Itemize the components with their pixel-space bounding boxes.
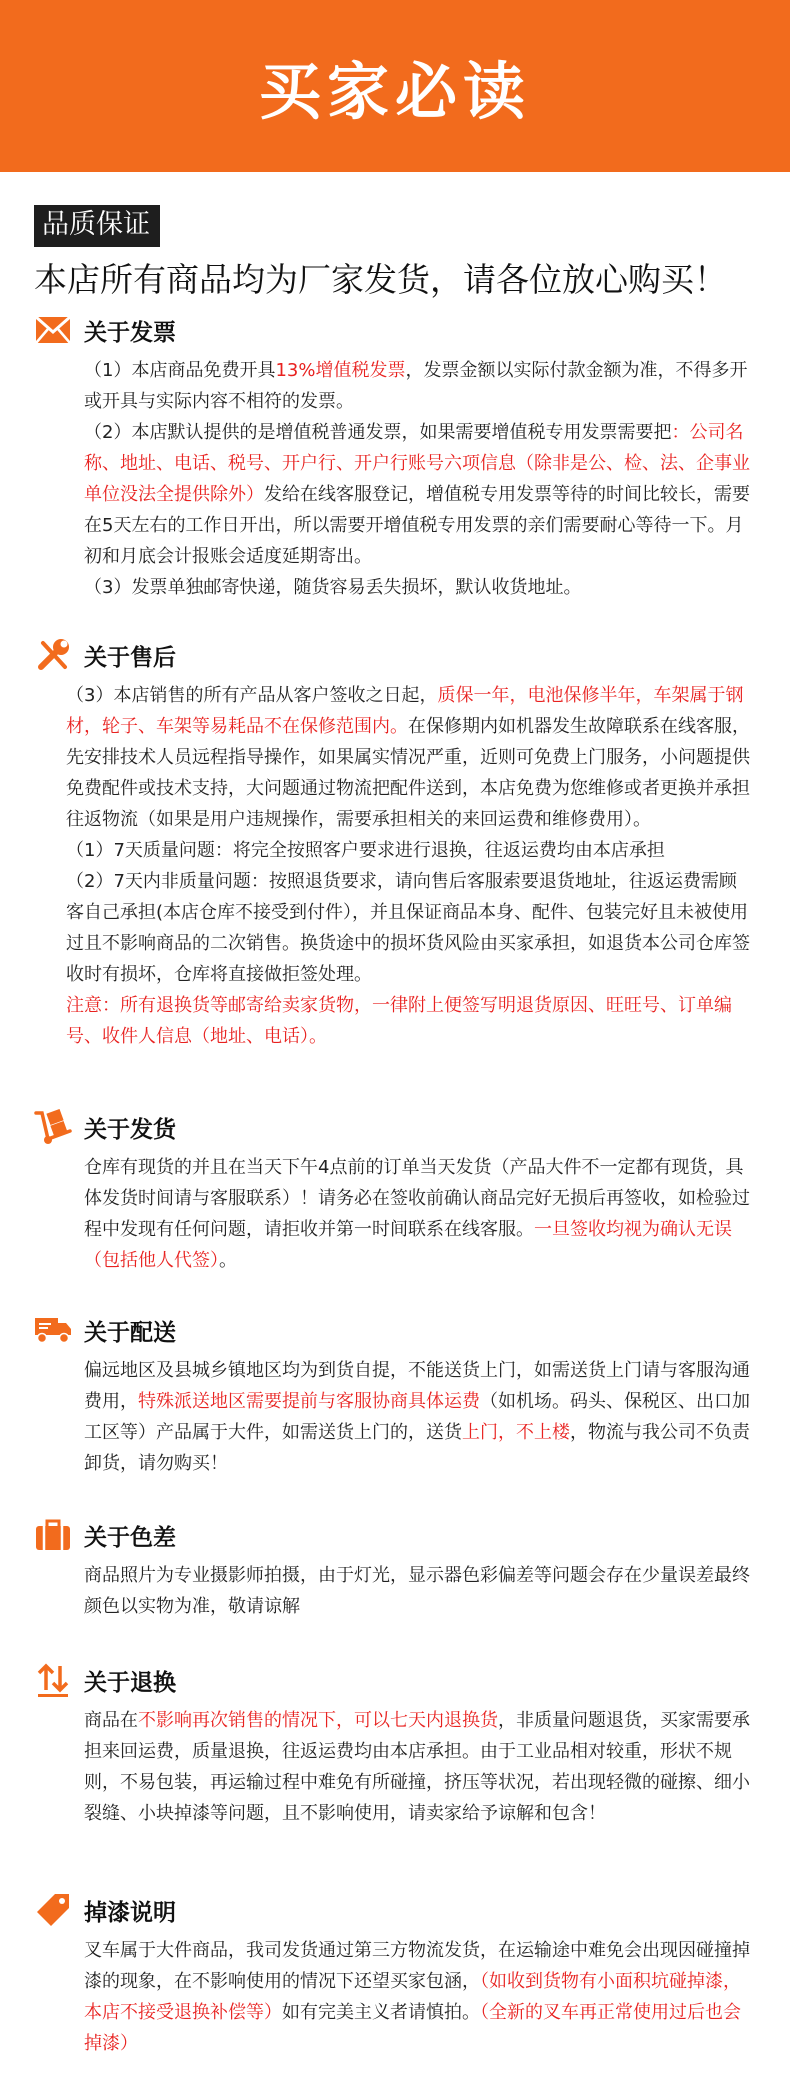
section-title: 关于售后 <box>84 644 176 671</box>
body-text: （如机场。码头、保税区、出口加工区等）产品属于大件，如需送货上门的，送货 <box>84 1391 750 1443</box>
body-text: （3）发票单独邮寄快递，随货容易丢失损坏，默认收货地址。 <box>84 577 582 598</box>
section-paint-chipping <box>34 1890 754 2059</box>
section-title: 关于退换 <box>84 1669 176 1696</box>
paragraph <box>84 1705 754 1829</box>
quality-badge: 品质保证 <box>34 205 160 247</box>
body-text: 仓库有现货的并且在当天下午4点前的订单当天发货（产品大件不一定都有现货，具体发货时间请与客服联系）！请务必在签收前确认商品完好无损后再签收，如检验过程中发现有任何问题，请拒收并第一时间联系在线客服。 <box>84 1157 750 1240</box>
paragraph <box>84 572 754 603</box>
hand-truck-icon <box>34 1110 72 1144</box>
body-text: 在保修期内如机器发生故障联系在线客服，先安排技术人员远程指导操作，如果属实情况严重，近则可免费上门服务，小问题提供免费配件或技术支持，大问题通过物流把配件送到，本店免费为您维修或者更换并承担往返物流（如果是用户违规操作，需要承担相关的来回运费和维修费用）。 <box>66 716 750 830</box>
suitcase-icon <box>34 1518 72 1552</box>
up-down-arrows-icon <box>34 1663 72 1697</box>
section-body <box>34 1355 754 1479</box>
section-body <box>34 1705 754 1829</box>
body-text: ，发票金额以实际付款金额为准，不得多开或开具与实际内容不相符的发票。 <box>84 360 748 412</box>
envelope-icon <box>34 313 72 347</box>
body-text: 偏远地区及县城乡镇地区均为到货自提，不能送货上门，如需送货上门请与客服沟通费用， <box>84 1360 750 1412</box>
paragraph <box>84 417 754 572</box>
body-text: 。 <box>219 1250 237 1271</box>
highlight-text: 特殊派送地区需要提前与客服协商具体运费 <box>138 1391 480 1412</box>
section-title: 关于发货 <box>84 1116 176 1143</box>
delivery-truck-icon <box>34 1313 72 1347</box>
section-header <box>34 310 754 350</box>
highlight-text: 一旦签收均视为确认无误（包括他人代签） <box>84 1219 732 1271</box>
section-body <box>34 1152 754 1276</box>
highlight-text: 上门，不上楼 <box>462 1422 570 1443</box>
section-header <box>34 1660 754 1700</box>
section-after-sales <box>34 635 754 1052</box>
highlight-text: 不影响再次销售的情况下，可以七天内退换货 <box>138 1710 498 1731</box>
paragraph <box>66 990 754 1052</box>
highlight-text: 13%增值税发票 <box>275 360 406 381</box>
section-title: 关于发票 <box>84 319 176 346</box>
section-title: 掉漆说明 <box>84 1899 176 1926</box>
highlight-text: 质保一年，电池保修半年，车架属于钢材，轮子、车架等易耗品不在保修范围内。 <box>66 685 744 737</box>
body-text: （2）7天内非质量问题：按照退货要求，请向售后客服索要退货地址，往返运费需顾客自己承担(本店仓库不接受到付件），并且保证商品本身、配件、包装完好且未被使用过且不影响商品的二次销售。换货途中的损坏货风险由买家承担，如退货本公司仓库签收时有损坏，仓库将直接做拒签处理。 <box>66 871 750 985</box>
section-title: 关于配送 <box>84 1319 176 1346</box>
header-banner <box>0 0 790 172</box>
body-text: 发给在线客服登记，增值税专用发票等待的时间比较长，需要在5天左右的工作日开出，所以需要开增值税专用发票的亲们需要耐心等待一下。月初和月底会计报账会适度延期寄出。 <box>84 484 750 567</box>
quality-tagline: 本店所有商品均为厂家发货，请各位放心购买！ <box>34 260 727 299</box>
body-text: （1）7天质量问题：将完全按照客户要求进行退换，往返运费均由本店承担 <box>66 840 665 861</box>
page-title: 买家必读 <box>258 54 531 128</box>
body-text: （2）本店默认提供的是增值税普通发票，如果需要增值税专用发票需要把 <box>84 422 672 443</box>
highlight-text: （如收到货物有小面积坑碰掉漆，本店不接受退换补偿等） <box>84 1971 741 2023</box>
body-text: 商品照片为专业摄影师拍摄，由于灯光，显示器色彩偏差等问题会存在少量误差最终颜色以实物为准，敬请谅解 <box>84 1565 750 1617</box>
section-header <box>34 1890 754 1930</box>
paragraph <box>84 1935 754 2059</box>
section-body <box>34 355 754 603</box>
price-tag-icon <box>34 1893 72 1927</box>
section-body <box>34 1560 754 1622</box>
paragraph <box>84 1560 754 1622</box>
section-header <box>34 1515 754 1555</box>
section-title: 关于色差 <box>84 1524 176 1551</box>
section-color-difference <box>34 1515 754 1622</box>
section-shipping <box>34 1107 754 1276</box>
paragraph <box>66 866 754 990</box>
body-text: 如有完美主义者请慎拍。 <box>282 2002 480 2023</box>
section-body <box>34 1935 754 2059</box>
body-text: 叉车属于大件商品，我司发货通过第三方物流发货，在运输途中难免会出现因碰撞掉漆的现象，在不影响使用的情况下还望买家包涵， <box>84 1940 750 1992</box>
wrench-screwdriver-icon <box>34 638 72 672</box>
section-invoice <box>34 310 754 603</box>
section-header <box>34 1310 754 1350</box>
section-delivery <box>34 1310 754 1479</box>
body-text: ，非质量问题退货，买家需要承担来回运费，质量退换，往返运费均由本店承担。由于工业品相对较重，形状不规则，不易包装，再运输过程中难免有所碰撞，挤压等状况，若出现轻微的碰擦、细小裂缝、小块掉漆等问题，且不影响使用，请卖家给予谅解和包含！ <box>84 1710 750 1824</box>
section-header <box>34 635 754 675</box>
highlight-text: （全新的叉车再正常使用过后也会掉漆） <box>84 2002 741 2054</box>
paragraph <box>66 835 754 866</box>
section-header <box>34 1107 754 1147</box>
body-text: （1）本店商品免费开具 <box>84 360 276 381</box>
paragraph <box>84 355 754 417</box>
highlight-text: ：公司名称、地址、电话、税号、开户行、开户行账号六项信息（除非是公、检、法、企事业单位没法全提供除外） <box>84 422 750 505</box>
body-text: （3）本店销售的所有产品从客户签收之日起， <box>66 685 438 706</box>
section-returns <box>34 1660 754 1829</box>
paragraph <box>66 680 754 835</box>
paragraph <box>84 1152 754 1276</box>
body-text: 商品在 <box>84 1710 138 1731</box>
section-body <box>34 680 754 1052</box>
highlight-text: 注意：所有退换货等邮寄给卖家货物，一律附上便签写明退货原因、旺旺号、订单编号、收件人信息（地址、电话）。 <box>66 995 732 1047</box>
body-text: ，物流与我公司不负责卸货，请勿购买！ <box>84 1422 750 1474</box>
paragraph <box>84 1355 754 1479</box>
